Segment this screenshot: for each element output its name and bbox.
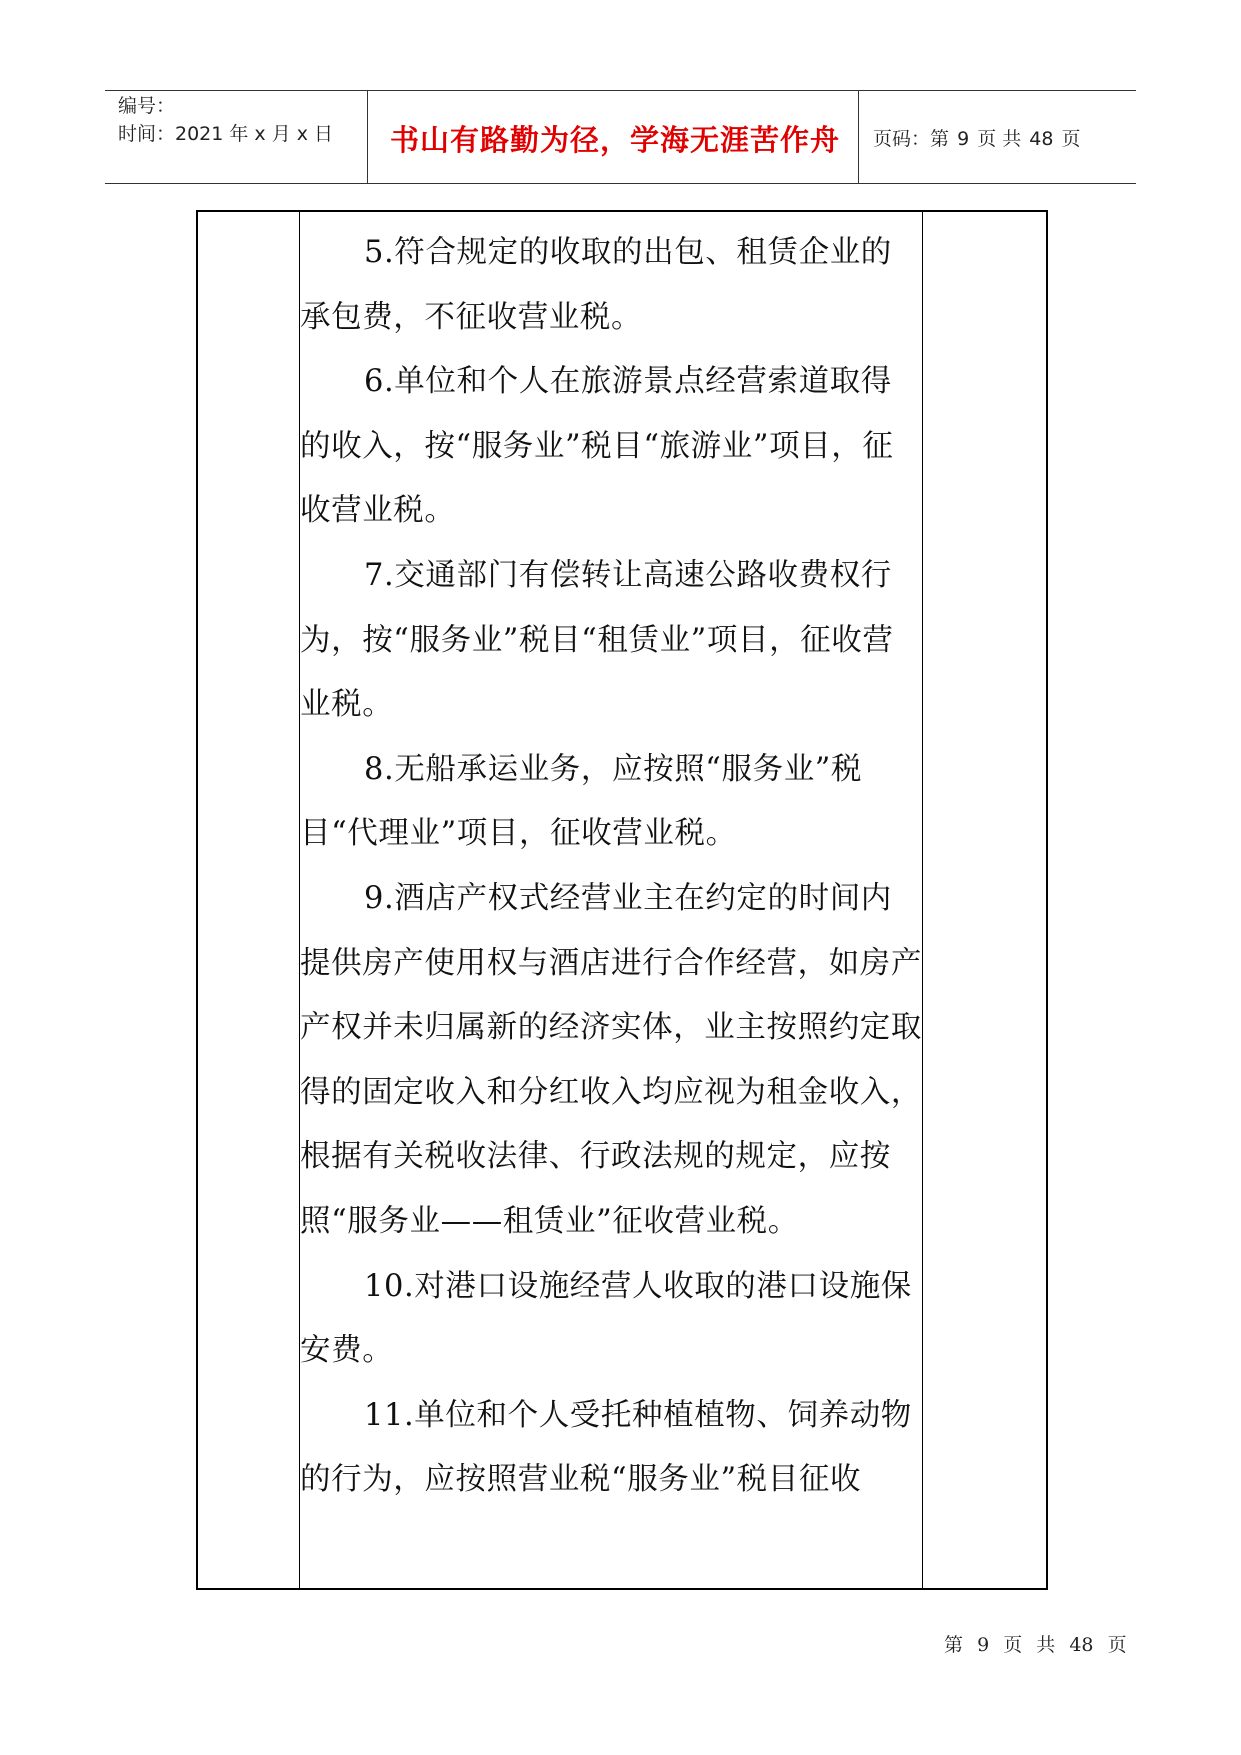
table-column-divider-2 [922, 212, 923, 1588]
page-label: 页码：第 [873, 128, 950, 150]
footer-di: 第 [944, 1634, 964, 1656]
footer-ye2: 页 [1107, 1634, 1127, 1656]
paragraph [300, 221, 922, 350]
footer-page-indicator [944, 1630, 1135, 1657]
footer-gong: 共 [1036, 1634, 1056, 1656]
page-end: 页 [1061, 128, 1081, 150]
paragraph [300, 544, 922, 738]
paragraph-text: 8.无船承运业务，应按照“服务业”税目“代理业”项目，征收营业税。 [300, 751, 863, 852]
doc-number-label: 编号： [118, 95, 176, 117]
paragraph [300, 867, 922, 1255]
paragraph-text: 6.单位和个人在旅游景点经营索道取得的收入，按“服务业”税目“旅游业”项目，征收营业税。 [300, 364, 894, 529]
paragraph-text: 9.酒店产权式经营业主在约定的时间内提供房产使用权与酒店进行合作经营，如房产产权并未归属新的经济实体，业主按照约定取得的固定收入和分红收入均应视为租金收入，根据有关税收法律、行政法规的规定，应按照“服务业——租赁业”征收营业税。 [300, 880, 922, 1239]
header-meta [118, 92, 333, 148]
paragraph [300, 1384, 922, 1513]
paragraph-text: 7.交通部门有偿转让高速公路收费权行为，按“服务业”税目“租赁业”项目，征收营业税。 [300, 557, 894, 723]
header-divider-left [367, 90, 368, 184]
header-page-indicator [873, 124, 1083, 151]
header-motto: 书山有路勤为径，学海无涯苦作舟 [389, 123, 840, 157]
table-body-text [300, 221, 922, 1513]
paragraph [300, 350, 922, 544]
paragraph-text: 11.单位和个人受托种植植物、饲养动物的行为，应按照营业税“服务业”税目征收 [300, 1397, 912, 1498]
page-mid: 页 共 [977, 128, 1022, 150]
paragraph-text: 5.符合规定的收取的出包、租赁企业的承包费，不征收营业税。 [300, 235, 892, 335]
paragraph-text: 10.对港口设施经营人收取的港口设施保安费。 [300, 1268, 912, 1369]
footer-page-current: 9 [977, 1634, 990, 1656]
header-top-rule [105, 90, 1136, 91]
paragraph [300, 738, 922, 867]
footer-page-total: 48 [1069, 1634, 1094, 1656]
page-current: 9 [957, 128, 970, 150]
footer-ye: 页 [1003, 1634, 1023, 1656]
doc-time-label: 时间：2021 年 x 月 x 日 [118, 123, 334, 145]
page-total: 48 [1029, 128, 1054, 150]
paragraph [300, 1255, 922, 1384]
header-bottom-rule [105, 183, 1136, 184]
